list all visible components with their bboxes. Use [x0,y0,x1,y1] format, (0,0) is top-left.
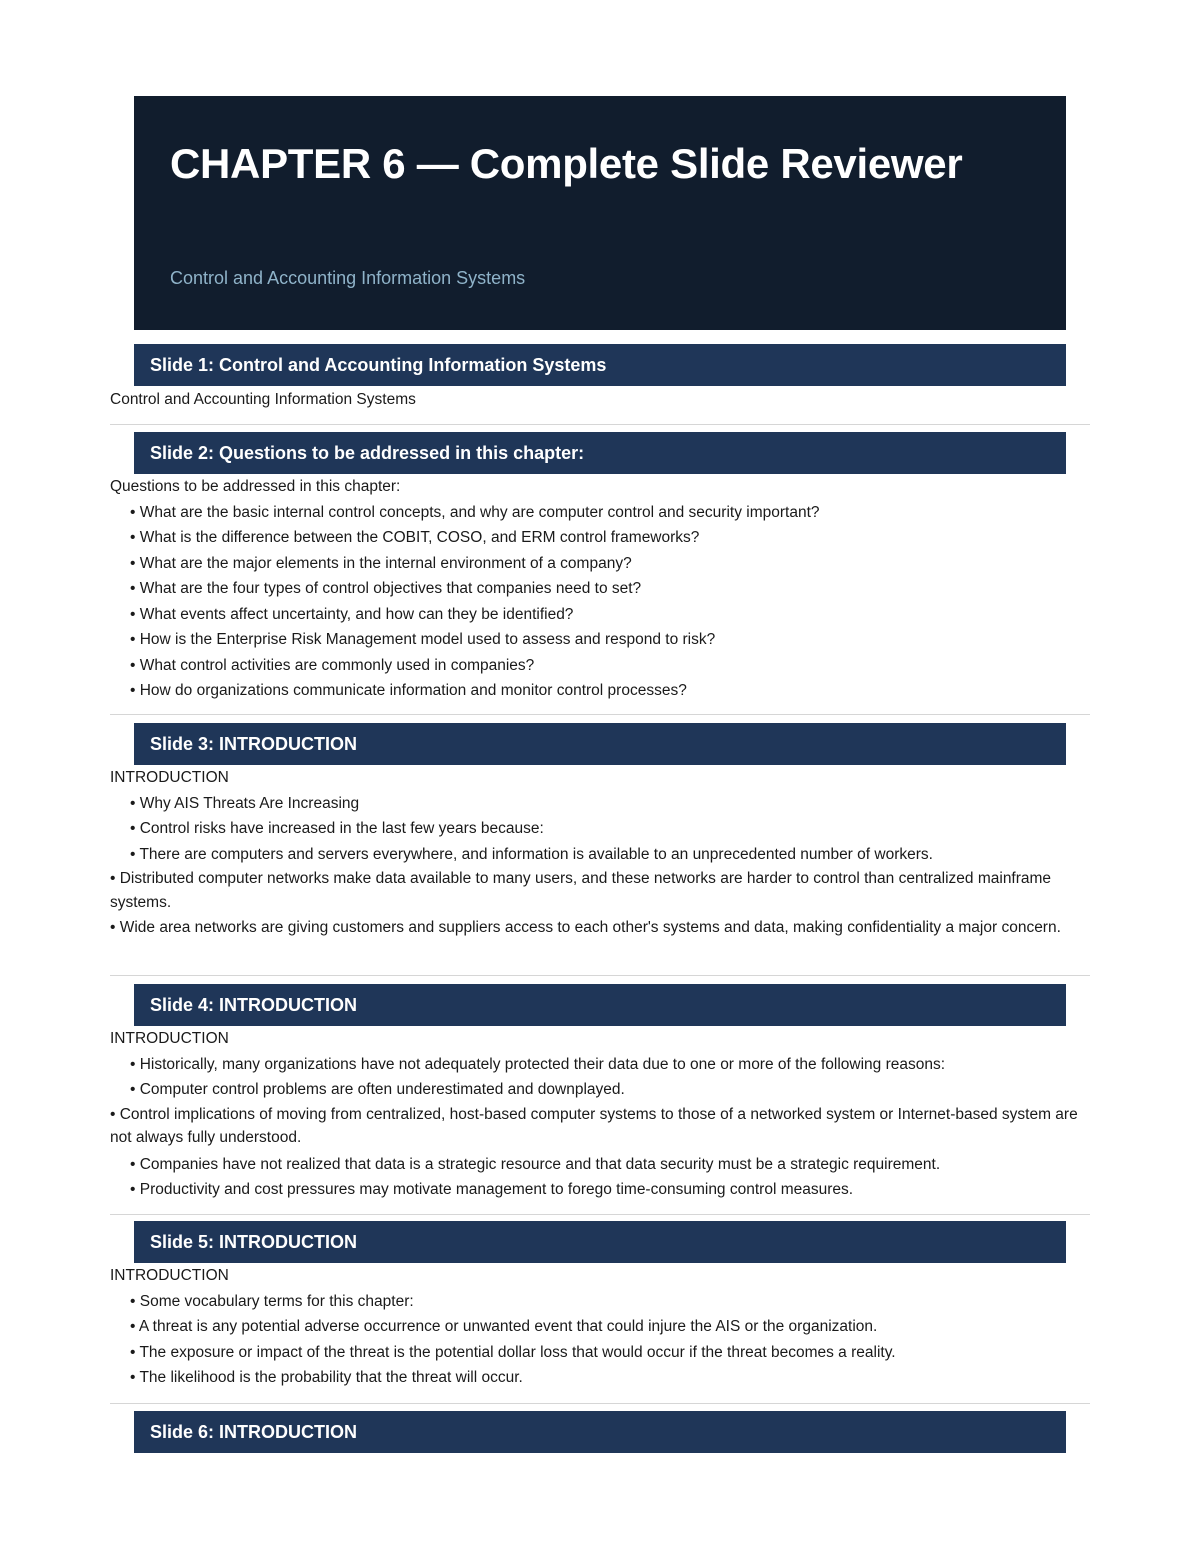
slide-line: Control and Accounting Information Systems [110,391,416,408]
bullet-item: • Distributed computer networks make data available to many users, and these networks are harder to control than centralized mainframe systems. [110,870,1052,911]
bullet-item: • Control risks have increased in the last few years because: [130,820,544,837]
bullet-item: • What is the difference between the COBIT, COSO, and ERM control frameworks? [130,529,700,546]
page-title: CHAPTER 6 — Complete Slide Reviewer [170,140,963,187]
bullet-item: • Control implications of moving from centralized, host-based computer systems to those of a networked system or Internet-based system are not always fully understood. [110,1105,1078,1146]
bullet-item: • Productivity and cost pressures may motivate management to forego time-consuming control measures. [130,1181,854,1198]
bullet-item: • Historically, many organizations have not adequately protected their data due to one or more of the following reasons: [130,1055,946,1073]
slide-header: Slide 4: INTRODUCTION [134,984,1066,1026]
bullet-item: • What are the basic internal control concepts, and why are computer control and security important? [130,503,820,521]
bullet-item: • How do organizations communicate information and monitor control processes? [130,682,687,699]
slide-header: Slide 3: INTRODUCTION [134,723,1066,765]
page-subtitle: Control and Accounting Information Systems [170,268,526,288]
slide-section-1 [110,344,1090,413]
bullet-item: • What are the major elements in the internal environment of a company? [130,554,632,572]
slide-section-3 [110,723,1090,942]
slide-section-6 [110,1411,1090,1453]
slide-section-2 [110,432,1090,704]
bullet-item: • A threat is any potential adverse occurrence or unwanted event that could injure the AIS or the organization. [130,1318,878,1335]
bullet-item: • What control activities are commonly used in companies? [130,656,535,674]
slide-header: Slide 1: Control and Accounting Information Systems [134,344,1066,386]
bullet-item: • The exposure or impact of the threat is the potential dollar loss that would occur if the threat becomes a reality. [130,1343,896,1361]
section-divider [110,714,1090,715]
slide-section-5 [110,1221,1090,1391]
bullet-item: • How is the Enterprise Risk Management model used to assess and respond to risk? [130,631,716,648]
bullet-item: • There are computers and servers everywhere, and information is available to an unprecedented number of workers. [130,845,933,863]
bullet-item: • Computer control problems are often underestimated and downplayed. [130,1081,625,1098]
section-divider [110,1214,1090,1215]
bullet-item: • Why AIS Threats Are Increasing [130,794,360,812]
slide-line: INTRODUCTION [110,1267,229,1284]
slide-header: Slide 5: INTRODUCTION [134,1221,1066,1263]
slide-header: Slide 2: Questions to be addressed in this chapter: [134,432,1066,474]
slide-line: Questions to be addressed in this chapter: [110,478,401,495]
bullet-item: • Wide area networks are giving customers and suppliers access to each other's systems and data, making confidentiality a major concern. [110,919,1061,936]
bullet-item: • What events affect uncertainty, and how can they be identified? [130,605,574,623]
bullet-item: • What are the four types of control objectives that companies need to set? [130,580,642,597]
cover-banner [134,96,1066,330]
section-divider [110,975,1090,976]
section-divider [110,424,1090,425]
bullet-item: • Companies have not realized that data is a strategic resource and that data security must be a strategic requirement. [130,1155,941,1173]
section-divider [110,1403,1090,1404]
slide-header: Slide 6: INTRODUCTION [134,1411,1066,1453]
slide-section-4 [110,984,1090,1203]
slide-line: INTRODUCTION [110,1030,229,1047]
bullet-item: • The likelihood is the probability that the threat will occur. [130,1369,523,1386]
bullet-item: • Some vocabulary terms for this chapter: [130,1292,414,1310]
slide-line: INTRODUCTION [110,769,229,786]
